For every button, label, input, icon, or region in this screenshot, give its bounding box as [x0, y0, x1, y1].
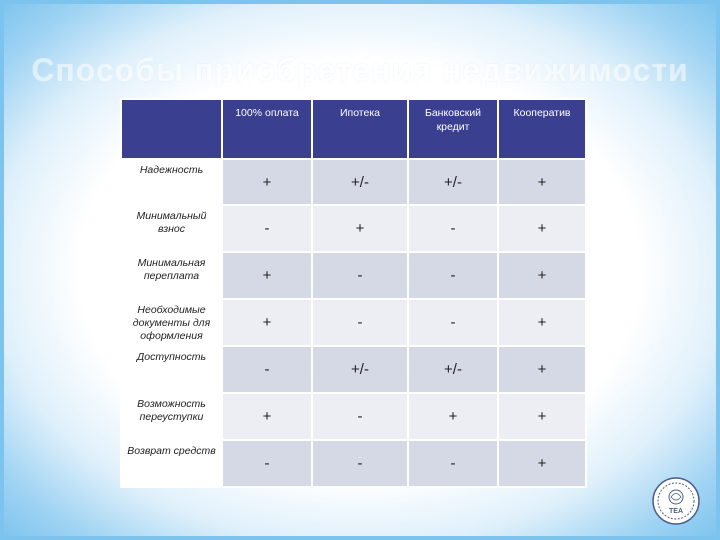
header-corner	[121, 99, 222, 159]
frame-bottom	[0, 536, 720, 540]
table-cell: +	[222, 393, 312, 440]
table-row	[121, 205, 586, 252]
table-cell: -	[222, 440, 312, 487]
table-row	[121, 159, 586, 205]
svg-text:ТЕА: ТЕА	[669, 508, 683, 515]
table-row	[121, 440, 586, 487]
row-label: Возврат средств	[121, 440, 222, 487]
emblem-logo-icon	[651, 476, 701, 526]
table-cell: +	[498, 440, 586, 487]
table-cell: +	[498, 393, 586, 440]
comparison-table	[120, 98, 587, 488]
table-cell: +	[222, 252, 312, 299]
row-label: Надежность	[121, 159, 222, 205]
table-cell: -	[408, 299, 498, 346]
table-cell: -	[312, 252, 408, 299]
table-cell: +	[222, 299, 312, 346]
header-mortgage: Ипотека	[312, 99, 408, 159]
table-cell: -	[408, 205, 498, 252]
row-label: Минимальный взнос	[121, 205, 222, 252]
table-cell: +/-	[408, 346, 498, 393]
table-cell: +	[408, 393, 498, 440]
table-cell: +/-	[312, 346, 408, 393]
row-label: Возможность переуступки	[121, 393, 222, 440]
frame-top	[0, 0, 720, 4]
table-cell: +	[312, 205, 408, 252]
row-label: Доступность	[121, 346, 222, 393]
header-bank-credit: Банковский кредит	[408, 99, 498, 159]
row-label: Минимальная переплата	[121, 252, 222, 299]
table-cell: -	[312, 440, 408, 487]
table-cell: -	[222, 346, 312, 393]
table-cell: +	[498, 299, 586, 346]
header-full-payment: 100% оплата	[222, 99, 312, 159]
table-cell: -	[312, 393, 408, 440]
table-row	[121, 393, 586, 440]
row-label: Необходимые документы для оформления	[121, 299, 222, 346]
table-cell: +/-	[408, 159, 498, 205]
table-row	[121, 346, 586, 393]
table-cell: +/-	[312, 159, 408, 205]
table-cell: +	[498, 205, 586, 252]
table-cell: -	[222, 205, 312, 252]
table-cell: -	[408, 440, 498, 487]
header-cooperative: Кооператив	[498, 99, 586, 159]
table-cell: -	[312, 299, 408, 346]
table-cell: -	[408, 252, 498, 299]
table-header-row	[121, 99, 586, 159]
table-cell: +	[498, 346, 586, 393]
table-cell: +	[498, 159, 586, 205]
table-cell: +	[498, 252, 586, 299]
table-cell: +	[222, 159, 312, 205]
slide-title: Способы приобретения недвижимости	[31, 52, 689, 88]
table-row	[121, 252, 586, 299]
table-row	[121, 299, 586, 346]
